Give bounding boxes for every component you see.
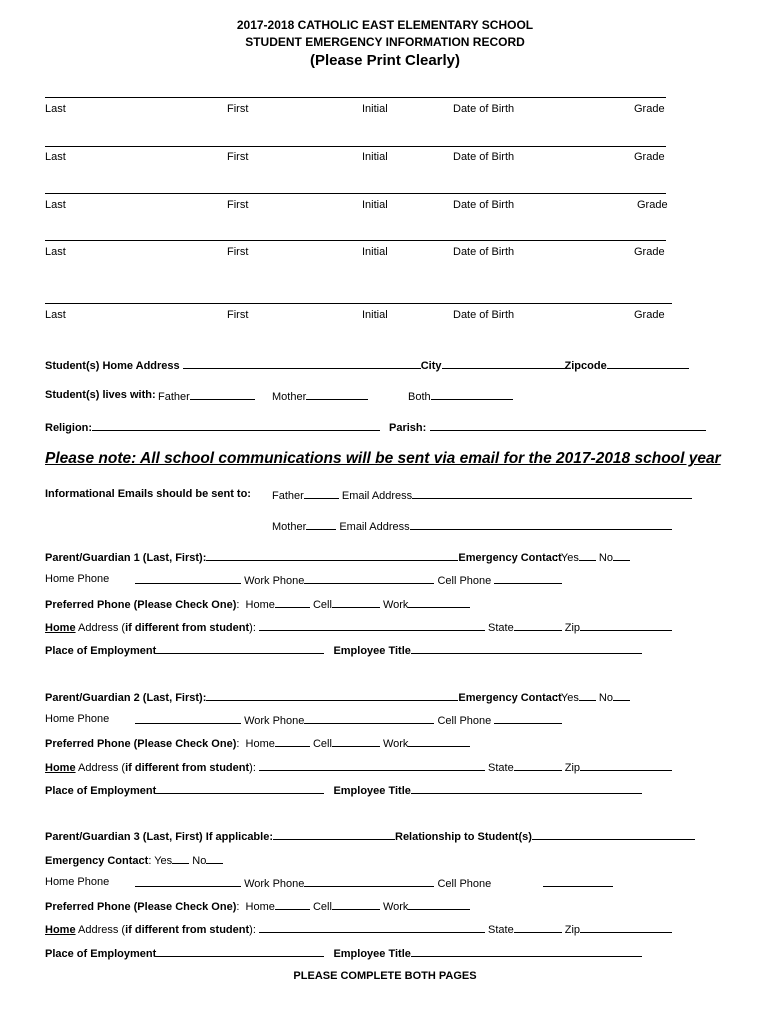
lives-with-father: Father — [158, 389, 255, 404]
label-dob: Date of Birth — [453, 309, 515, 321]
pg2-work-phone-field[interactable] — [304, 713, 434, 724]
pg3-state-field[interactable] — [514, 922, 562, 933]
pg1-yes-no: : Yes No — [555, 550, 630, 565]
print-clearly-note: (Please Print Clearly) — [309, 52, 461, 69]
lives-with-label: Student(s) lives with: — [45, 389, 156, 401]
school-title: 2017-2018 CATHOLIC EAST ELEMENTARY SCHOOL — [236, 18, 534, 32]
pg3-preferred-row: Preferred Phone (Please Check One): Home Cell Work — [45, 899, 470, 914]
pg3-address-row: Home Address (if different from student): State Zip — [45, 922, 672, 937]
pg2-pref-cell-field[interactable] — [332, 736, 380, 747]
label-initial: Initial — [362, 309, 388, 321]
pg1-address-row: Home Address (if different from student): State Zip — [45, 620, 672, 635]
parish-label: Parish: — [389, 422, 427, 434]
label-grade: Grade — [637, 199, 668, 211]
label-dob: Date of Birth — [453, 151, 515, 163]
pg1-pref-cell-field[interactable] — [332, 597, 380, 608]
home-address-label: Student(s) Home Address — [45, 360, 180, 372]
pg2-zip-field[interactable] — [580, 760, 672, 771]
pg2-phone-row: Work Phone Cell Phone — [135, 713, 562, 728]
lives-with-mother: Mother — [272, 389, 368, 404]
parish-field[interactable] — [430, 420, 706, 431]
pg3-home-phone-field[interactable] — [135, 876, 241, 887]
label-initial: Initial — [362, 199, 388, 211]
father-check-field[interactable] — [190, 389, 255, 400]
pg1-no-field[interactable] — [613, 550, 630, 561]
pg2-home-phone-field[interactable] — [135, 713, 241, 724]
pg3-no-field[interactable] — [206, 853, 223, 864]
pg1-state-field[interactable] — [514, 620, 562, 631]
parish-row — [389, 420, 706, 435]
pg3-yes-field[interactable] — [172, 853, 189, 864]
label-dob: Date of Birth — [453, 246, 515, 258]
pg1-home-phone-field[interactable] — [135, 573, 241, 584]
label-last: Last — [45, 103, 66, 115]
religion-label: Religion: — [45, 422, 93, 434]
pg3-employment-row: Place of Employment Employee Title — [45, 946, 642, 961]
pg2-state-field[interactable] — [514, 760, 562, 771]
label-initial: Initial — [362, 246, 388, 258]
pg1-work-phone-field[interactable] — [304, 573, 434, 584]
footer-note: PLEASE COMPLETE BOTH PAGES — [293, 970, 477, 982]
email-note: Please note: All school communications will be sent via email for the 2017-2018 school year — [45, 450, 721, 467]
pg3-relationship-label: Relationship to Student(s) — [395, 831, 532, 843]
pg1-home-phone-label: Home Phone — [45, 573, 110, 585]
pg2-yes-field[interactable] — [579, 690, 596, 701]
pg3-cell-phone-field-wrap — [543, 876, 613, 891]
pg1-row — [45, 550, 562, 565]
pg2-yes-no: : Yes No — [555, 690, 630, 705]
form-title: STUDENT EMERGENCY INFORMATION RECORD — [245, 35, 525, 49]
pg2-no-field[interactable] — [613, 690, 630, 701]
pg3-work-phone-field[interactable] — [304, 876, 434, 887]
home-address-field[interactable] — [183, 358, 421, 369]
label-first: First — [227, 103, 249, 115]
pg1-title-field[interactable] — [411, 643, 642, 654]
pg3-phone-row: Work Phone Cell Phone — [135, 876, 491, 891]
pg3-pref-home-field[interactable] — [275, 899, 310, 910]
pg1-zip-field[interactable] — [580, 620, 672, 631]
label-first: First — [227, 309, 249, 321]
mother-check-field[interactable] — [306, 389, 368, 400]
pg2-cell-phone-field[interactable] — [494, 713, 562, 724]
pg2-name-field[interactable] — [206, 690, 458, 701]
pg3-row — [45, 829, 695, 844]
pg2-employment-row: Place of Employment Employee Title — [45, 783, 642, 798]
pg3-address-field[interactable] — [259, 922, 485, 933]
student-5-line[interactable] — [45, 303, 672, 304]
zipcode-field[interactable] — [607, 358, 689, 369]
student-3-line[interactable] — [45, 193, 666, 194]
lives-with-both: Both — [408, 389, 513, 404]
pg3-title-field[interactable] — [411, 946, 642, 957]
zipcode-label: Zipcode — [564, 360, 607, 372]
pg3-zip-field[interactable] — [580, 922, 672, 933]
pg3-employment-field[interactable] — [156, 946, 324, 957]
pg1-pref-work-field[interactable] — [408, 597, 470, 608]
pg1-employment-field[interactable] — [156, 643, 324, 654]
father-email-check[interactable] — [304, 488, 339, 499]
pg1-employment-row: Place of Employment Employee Title — [45, 643, 642, 658]
label-last: Last — [45, 199, 66, 211]
city-field[interactable] — [442, 358, 565, 369]
label-last: Last — [45, 246, 66, 258]
father-email-field[interactable] — [412, 488, 692, 499]
pg1-name-field[interactable] — [206, 550, 458, 561]
pg1-phone-row: Work Phone Cell Phone — [135, 573, 562, 588]
city-label: City — [420, 360, 442, 372]
pg2-emergency-label: Emergency Contact — [458, 692, 562, 704]
pg1-yes-field[interactable] — [579, 550, 596, 561]
pg1-cell-phone-field[interactable] — [494, 573, 562, 584]
pg2-label: Parent/Guardian 2 (Last, First): — [45, 692, 207, 704]
pg2-row — [45, 690, 562, 705]
label-first: First — [227, 151, 249, 163]
student-1-line[interactable] — [45, 97, 666, 98]
student-4-line[interactable] — [45, 240, 666, 241]
pg3-pref-cell-field[interactable] — [332, 899, 380, 910]
label-grade: Grade — [634, 151, 665, 163]
mother-email-field[interactable] — [410, 519, 672, 530]
pg1-address-field[interactable] — [259, 620, 485, 631]
pg1-label: Parent/Guardian 1 (Last, First): — [45, 552, 207, 564]
pg1-emergency-label: Emergency Contact — [458, 552, 562, 564]
label-grade: Grade — [634, 103, 665, 115]
pg3-pref-work-field[interactable] — [408, 899, 470, 910]
mother-email-check[interactable] — [306, 519, 336, 530]
pg1-preferred-row: Preferred Phone (Please Check One): Home Cell Work — [45, 597, 470, 612]
pg2-address-row: Home Address (if different from student): State Zip — [45, 760, 672, 775]
pg3-label: Parent/Guardian 3 (Last, First) If applicable: — [45, 831, 273, 843]
label-initial: Initial — [362, 103, 388, 115]
label-last: Last — [45, 151, 66, 163]
pg2-pref-work-field[interactable] — [408, 736, 470, 747]
father-email-row: Father Email Address — [272, 488, 692, 503]
both-check-field[interactable] — [431, 389, 513, 400]
pg2-home-phone-label: Home Phone — [45, 713, 110, 725]
pg3-cell-phone-field[interactable] — [543, 876, 613, 887]
pg2-employment-field[interactable] — [156, 783, 324, 794]
pg3-emergency-row: Emergency Contact: Yes No — [45, 853, 223, 868]
label-dob: Date of Birth — [453, 103, 515, 115]
home-address-row — [45, 358, 689, 373]
pg3-name-field[interactable] — [273, 829, 395, 840]
pg3-home-phone-label: Home Phone — [45, 876, 110, 888]
label-first: First — [227, 246, 249, 258]
pg2-pref-home-field[interactable] — [275, 736, 310, 747]
pg2-title-field[interactable] — [411, 783, 642, 794]
label-first: First — [227, 199, 249, 211]
label-grade: Grade — [634, 309, 665, 321]
mother-email-row: Mother Email Address — [272, 519, 672, 534]
label-initial: Initial — [362, 151, 388, 163]
religion-field[interactable] — [92, 420, 380, 431]
label-grade: Grade — [634, 246, 665, 258]
student-2-line[interactable] — [45, 146, 666, 147]
religion-row — [45, 420, 380, 435]
pg1-pref-home-field[interactable] — [275, 597, 310, 608]
pg3-relationship-field[interactable] — [532, 829, 695, 840]
pg2-preferred-row: Preferred Phone (Please Check One): Home Cell Work — [45, 736, 470, 751]
label-last: Last — [45, 309, 66, 321]
label-dob: Date of Birth — [453, 199, 515, 211]
emails-label: Informational Emails should be sent to: — [45, 488, 251, 500]
pg2-address-field[interactable] — [259, 760, 485, 771]
